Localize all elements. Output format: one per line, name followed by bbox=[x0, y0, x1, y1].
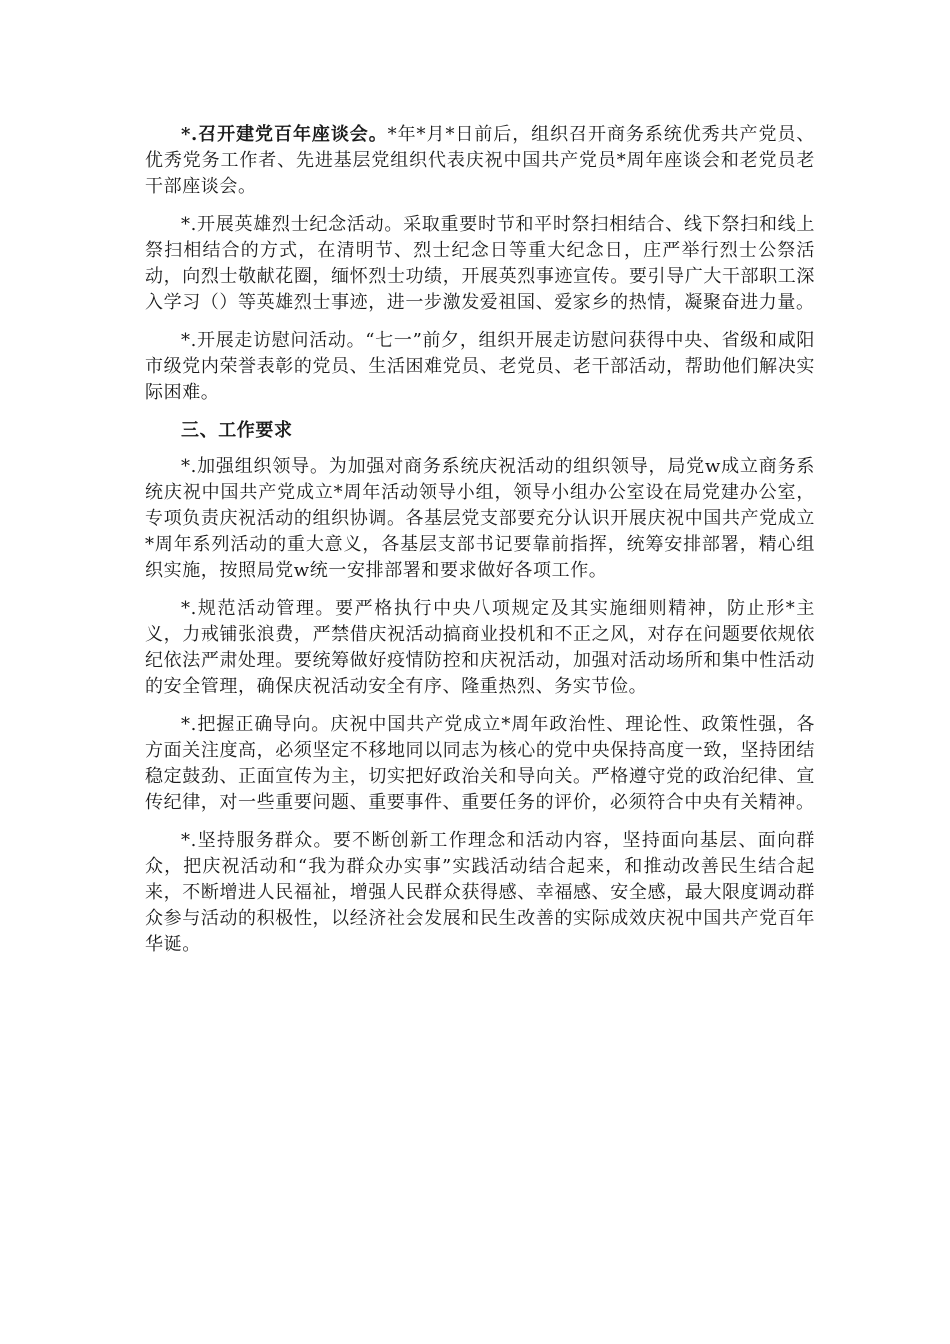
paragraph-text: *年*月*日前后，组织召开商务系统优秀共产党员、优秀党务工作者、先进基层党组织代表庆祝中国共产党员*周年座谈会和老党员老干部座谈会。 bbox=[145, 124, 815, 197]
paragraph-martyrs-memorial bbox=[145, 212, 815, 316]
section-heading-work-requirements: 三、工作要求 bbox=[181, 420, 293, 441]
paragraph-visits bbox=[145, 328, 815, 406]
paragraph-correct-orientation bbox=[145, 712, 815, 816]
paragraph-serve-masses bbox=[145, 828, 815, 958]
document-body bbox=[145, 122, 815, 970]
paragraph-text: *.把握正确导向。庆祝中国共产党成立*周年政治性、理论性、政策性强，各方面关注度高，必须坚定不移地同以同志为核心的党中央保持高度一致，坚持团结稳定鼓劲、正面宣传为主，切实把好政治关和导向关。严格遵守党的政治纪律、宣传纪律，对一些重要问题、重要事件、重要任务的评价，必须符合中央有关精神。 bbox=[145, 714, 815, 813]
paragraph-lead: *.召开建党百年座谈会。 bbox=[181, 124, 388, 145]
paragraph-organization-leadership bbox=[145, 454, 815, 584]
paragraph-text: *.开展英雄烈士纪念活动。采取重要时节和平时祭扫相结合、线下祭扫和线上祭扫相结合的方式，在清明节、烈士纪念日等重大纪念日，庄严举行烈士公祭活动，向烈士敬献花圈，缅怀烈士功绩，开展英烈事迹宣传。要引导广大干部职工深入学习（）等英雄烈士事迹，进一步激发爱祖国、爱家乡的热情，凝聚奋进力量。 bbox=[145, 214, 815, 313]
paragraph-activity-management bbox=[145, 596, 815, 700]
paragraph-text: *.加强组织领导。为加强对商务系统庆祝活动的组织领导，局党w成立商务系统庆祝中国共产党成立*周年活动领导小组，领导小组办公室设在局党建办公室，专项负责庆祝活动的组织协调。各基层党支部要充分认识开展庆祝中国共产党成立*周年系列活动的重大意义，各基层支部书记要靠前指挥，统筹安排部署，精心组织实施，按照局党w统一安排部署和要求做好各项工作。 bbox=[145, 456, 815, 581]
paragraph-text: *.规范活动管理。要严格执行中央八项规定及其实施细则精神，防止形*主义，力戒铺张浪费，严禁借庆祝活动搞商业投机和不正之风，对存在问题要依规依纪依法严肃处理。要统筹做好疫情防控和庆祝活动，加强对活动场所和集中性活动的安全管理，确保庆祝活动安全有序、隆重热烈、务实节俭。 bbox=[145, 598, 815, 697]
paragraph-symposium bbox=[145, 122, 815, 200]
paragraph-text: *.坚持服务群众。要不断创新工作理念和活动内容，坚持面向基层、面向群众，把庆祝活动和“我为群众办实事”实践活动结合起来，和推动改善民生结合起来，不断增进人民福祉，增强人民群众获得感、幸福感、安全感，最大限度调动群众参与活动的积极性，以经济社会发展和民生改善的实际成效庆祝中国共产党百年华诞。 bbox=[145, 830, 815, 955]
paragraph-text: *.开展走访慰问活动。“七一”前夕，组织开展走访慰问获得中央、省级和咸阳市级党内荣誉表彰的党员、生活困难党员、老党员、老干部活动，帮助他们解决实际困难。 bbox=[145, 330, 815, 403]
